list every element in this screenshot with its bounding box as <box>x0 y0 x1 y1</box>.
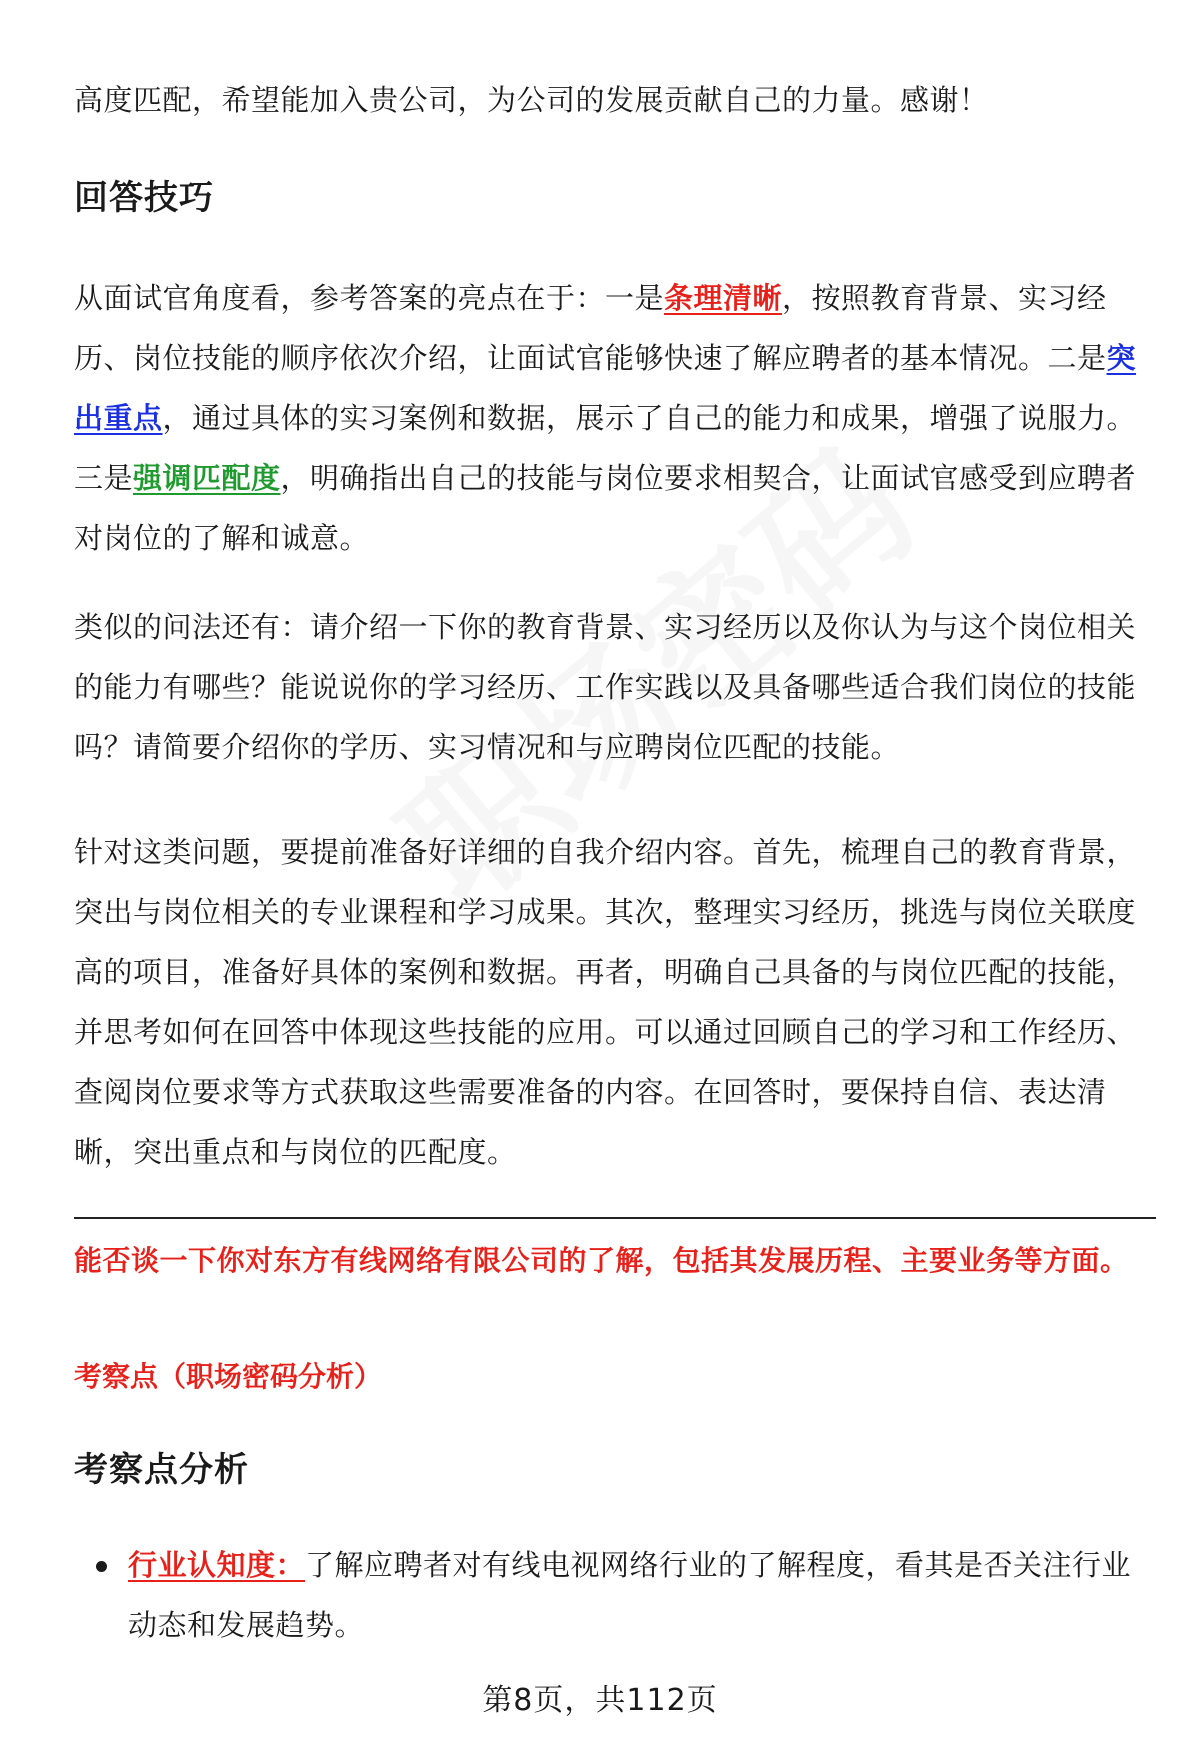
interview-question: 能否谈一下你对东方有线网络有限公司的了解，包括其发展历程、主要业务等方面。 <box>74 1244 1129 1277</box>
highlight-match: 强调匹配度 <box>133 461 281 495</box>
tips-paragraph <box>74 268 1156 568</box>
analysis-heading: 考察点分析 <box>74 1450 249 1490</box>
tips-text-4: ，明确指出自己的技能与岗位要求相契合，让面试官感受到应聘者对岗位的了解和诚意。 <box>74 461 1137 555</box>
tips-text-3: ，通过具体的实习案例和数据，展示了自己的能力和成果，增强了说服力。三是 <box>74 401 1137 495</box>
bullet-icon <box>96 1561 107 1572</box>
preparation-paragraph: 针对这类问题，要提前准备好详细的自我介绍内容。首先，梳理自己的教育背景，突出与岗位相关的专业课程和学习成果。其次，整理实习经历，挑选与岗位关联度高的项目，准备好具体的案例和数据。再者，明确自己具备的与岗位匹配的技能，并思考如何在回答中体现这些技能的应用。可以通过回顾自己的学习和工作经历、查阅岗位要求等方式获取这些需要准备的内容。在回答时，要保持自信、表达清晰，突出重点和与岗位的匹配度。 <box>74 835 1137 1169</box>
section-divider <box>74 1217 1156 1219</box>
highlight-key-points: 突出重点 <box>74 341 1137 435</box>
bullet-paragraph <box>128 1535 1156 1655</box>
tips-text-1: 从面试官角度看，参考答案的亮点在于：一是 <box>74 281 665 315</box>
list-item <box>96 1535 1156 1655</box>
similar-questions-paragraph: 类似的问法还有：请介绍一下你的教育背景、实习经历以及你认为与这个岗位相关的能力有哪些？能说说你的学习经历、工作实践以及具备哪些适合我们岗位的技能吗？请简要介绍你的学历、实习情况和与应聘岗位匹配的技能。 <box>74 610 1137 764</box>
tips-text-2: ，按照教育背景、实习经历、岗位技能的顺序依次介绍，让面试官能够快速了解应聘者的基本情况。二是 <box>74 281 1107 375</box>
intro-tail-paragraph: 高度匹配，希望能加入贵公司，为公司的发展贡献自己的力量。感谢！ <box>74 83 989 117</box>
bullet-text: 了解应聘者对有线电视网络行业的了解程度，看其是否关注行业动态和发展趋势。 <box>128 1548 1132 1642</box>
page-footer: 第8页，共112页 <box>482 1683 718 1718</box>
tips-heading: 回答技巧 <box>74 178 214 218</box>
bullet-label: 行业认知度： <box>128 1548 306 1582</box>
assessment-subtitle: 考察点（职场密码分析） <box>74 1360 383 1393</box>
highlight-clear-structure: 条理清晰 <box>664 281 783 315</box>
